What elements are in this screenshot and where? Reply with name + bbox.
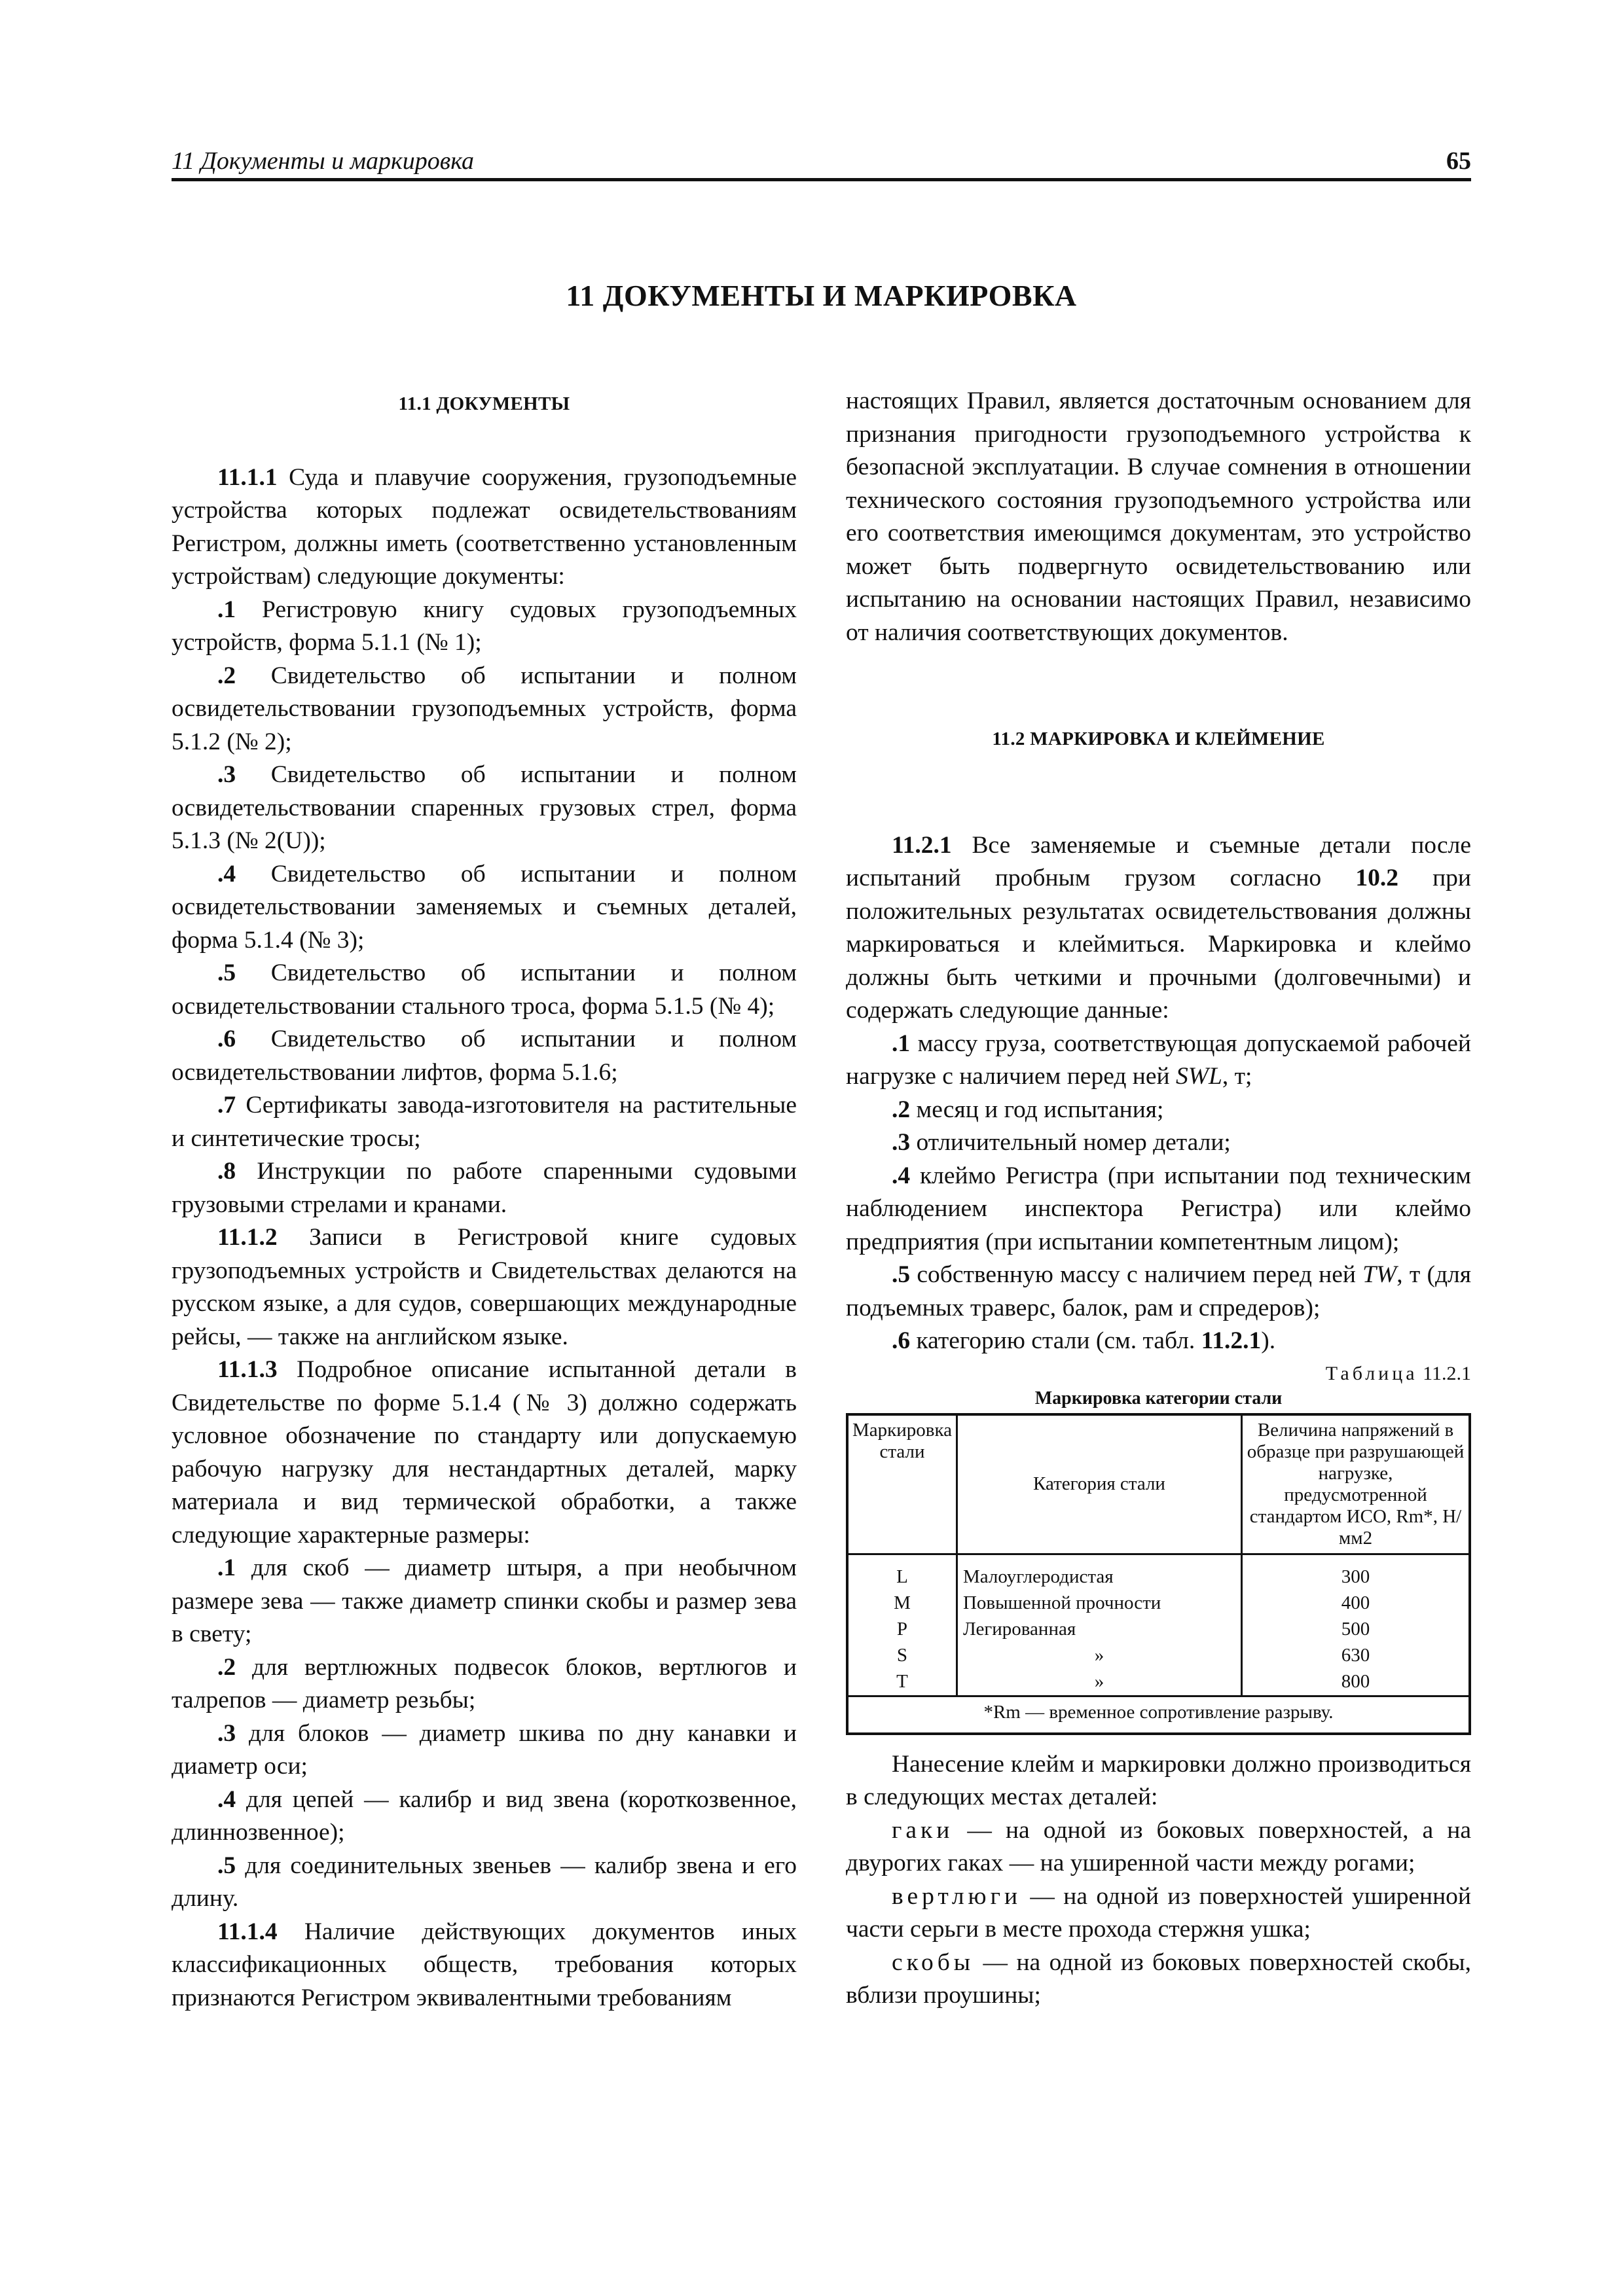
swl-symbol: SWL — [1175, 1063, 1222, 1090]
running-header — [172, 145, 1471, 181]
column-header-stress: Величина напряжений в образце при разрушающей нагрузке, предусмотренной стандартом ИСО, Rm*, Н/мм2 — [1241, 1414, 1470, 1554]
table-row: S » 630 — [847, 1643, 1470, 1669]
list-item: .4 Свидетельство об испытании и полном освидетельствовании заменяемых и съемных деталей, форма 5.1.4 (№ 3); — [172, 860, 797, 954]
left-column — [172, 386, 797, 2015]
list-item: .5 для соединительных звеньев — калибр звена и его длину. — [172, 1852, 797, 1912]
list-item: .2 месяц и год испытания; — [892, 1096, 1164, 1123]
marking-places-intro: Нанесение клейм и маркировки должно производиться в следующих местах деталей: — [846, 1750, 1471, 1810]
table-reference: 11.2.1 — [1201, 1327, 1262, 1354]
table-label: Таблица 11.2.1 — [1325, 1362, 1471, 1384]
paragraph-number: 11.1.4 — [217, 1918, 278, 1945]
list-item: .6 категорию стали (см. табл. 11.2.1). — [892, 1327, 1276, 1354]
cross-reference: 10.2 — [1355, 865, 1398, 891]
list-item: .4 клеймо Регистра (при испытании под техническим наблюдением инспектора Регистра) или клеймо предприятия (при испытании компетентным лицом); — [846, 1162, 1471, 1255]
page-number: 65 — [1446, 147, 1471, 175]
right-column — [846, 385, 1471, 2013]
column-header-category: Категория стали — [957, 1414, 1241, 1554]
chapter-title: 11 ДОКУМЕНТЫ И МАРКИРОВКА — [566, 279, 1077, 312]
table-row: M Повышенной прочности 400 — [847, 1590, 1470, 1617]
tw-symbol: TW — [1362, 1261, 1397, 1288]
list-item: .1 для скоб — диаметр штыря, а при необычном размере зева — также диаметр спинки скобы и размер зева в свету; — [172, 1554, 797, 1647]
table-row: T » 800 — [847, 1669, 1470, 1696]
table-footnote: *Rm — временное сопротивление разрыву. — [847, 1696, 1470, 1734]
paragraph-11-1-2: 11.1.2 Записи в Регистровой книге судовых грузоподъемных устройств и Свидетельствах делаются на русском языке, а для судов, совершающих международные рейсы, — также на английском языке. — [172, 1224, 797, 1350]
list-item: .1 Регистровую книгу судовых грузоподъемных устройств, форма 5.1.1 (№ 1); — [172, 596, 797, 656]
document-page — [172, 0, 1471, 2296]
paragraph-number: 11.2.1 — [892, 831, 952, 859]
list-item: .7 Сертификаты завода-изготовителя на растительные и синтетические тросы; — [172, 1092, 797, 1152]
paragraph-number: 11.1.1 — [217, 463, 278, 491]
paragraph-11-1-4-continued: настоящих Правил, является достаточным основанием для признания пригодности грузоподъемного устройства к безопасной эксплуатации. В случае сомнения в отношении технического состояния грузоподъемного устройства или его соответствия имеющимся документам, это устройство может быть подвергнуто освидетельствованию или испытанию на основании настоящих Правил, независимо от наличия соответствующих документов. — [846, 387, 1471, 646]
list-item: .4 для цепей — калибр и вид звена (короткозвенное, длиннозвенное); — [172, 1785, 797, 1846]
list-item: скобы — на одной из боковых поверхностей скобы, вблизи проушины; — [846, 1948, 1471, 2009]
list-item: вертлюги — на одной из поверхностей уширенной части серьги в месте прохода стержня ушка; — [846, 1882, 1471, 1943]
list-item: .3 Свидетельство об испытании и полном освидетельствовании спаренных грузовых стрел, форма 5.1.3 (№ 2(U)); — [172, 761, 797, 854]
table-title: Маркировка категории стали — [1034, 1388, 1283, 1408]
section-heading-11-1: 11.1 ДОКУМЕНТЫ — [398, 393, 570, 414]
list-item: .2 Свидетельство об испытании и полном освидетельствовании грузоподъемных устройств, форма 5.1.2 (№ 2); — [172, 662, 797, 755]
table-row: P Легированная 500 — [847, 1617, 1470, 1643]
column-header-marking: Маркировка стали — [847, 1414, 957, 1554]
list-item: .1 массу груза, соответствующая допускаемой рабочей нагрузке с наличием перед ней SWL, т; — [846, 1030, 1471, 1090]
table-footnote-row — [847, 1696, 1470, 1734]
list-item: .5 собственную массу с наличием перед ней TW, т (для подъемных траверс, балок, рам и спредеров); — [846, 1261, 1471, 1321]
steel-category-table — [846, 1413, 1471, 1735]
paragraph-number: 11.1.3 — [217, 1356, 278, 1383]
list-item: .8 Инструкции по работе спаренными судовыми грузовыми стрелами и кранами. — [172, 1158, 797, 1218]
list-item: гаки — на одной из боковых поверхностей, а на двурогих гаках — на уширенной части между рогами; — [846, 1816, 1471, 1876]
list-item: .2 для вертлюжных подвесок блоков, вертлюгов и талрепов — диаметр резьбы; — [172, 1653, 797, 1713]
paragraph-11-1-1: 11.1.1 Суда и плавучие сооружения, грузоподъемные устройства которых подлежат освидетельствованиям Регистром, должны иметь (соответственно установленным устройствам) следующие документы: — [172, 463, 797, 590]
paragraph-11-1-3: 11.1.3 Подробное описание испытанной детали в Свидетельстве по форме 5.1.4 (№ 3) должно содержать условное обозначение по стандарту или допускаемую рабочую нагрузку для нестандартных деталей, марку материала и вид термической обработки, а также следующие характерные размеры: — [172, 1356, 797, 1549]
list-item: .3 отличительный номер детали; — [892, 1129, 1231, 1156]
section-heading-11-2: 11.2 МАРКИРОВКА И КЛЕЙМЕНИЕ — [992, 728, 1325, 749]
paragraph-number: 11.1.2 — [217, 1224, 278, 1251]
list-item: .3 для блоков — диаметр шкива по дну канавки и диаметр оси; — [172, 1719, 797, 1780]
list-item: .5 Свидетельство об испытании и полном освидетельствовании стального троса, форма 5.1.5 (№ 4); — [172, 960, 797, 1020]
header-title: 11 Документы и маркировка — [172, 147, 475, 175]
paragraph-11-2-1: 11.2.1 Все заменяемые и съемные детали после испытаний пробным грузом согласно 10.2 при положительных результатах освидетельствования должны маркироваться и клеймиться. Маркировка и клеймо должны быть четкими и прочными (долговечными) и содержать следующие данные: — [846, 831, 1471, 1024]
table-row: L Малоуглеродистая 300 — [847, 1554, 1470, 1590]
list-item: .6 Свидетельство об испытании и полном освидетельствовании лифтов, форма 5.1.6; — [172, 1026, 797, 1086]
paragraph-11-1-4: 11.1.4 Наличие действующих документов иных классификационных обществ, требования которых признаются Регистром эквивалентными требованиям — [172, 1918, 797, 2011]
